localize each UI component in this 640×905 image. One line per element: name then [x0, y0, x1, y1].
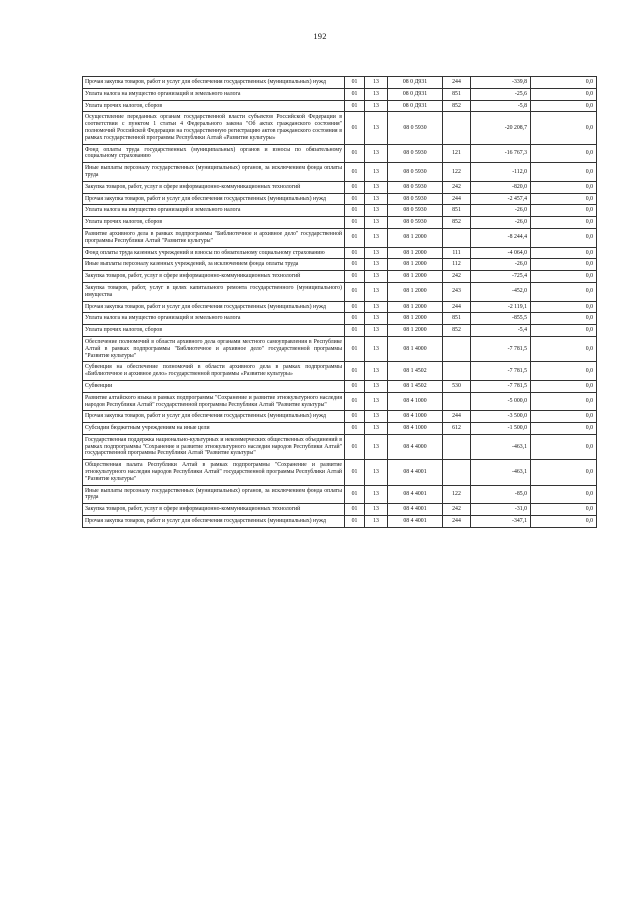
table-row — [83, 485, 597, 504]
budget-table-body — [83, 77, 597, 528]
cell-target-article: 08 4 4000 — [388, 434, 443, 459]
cell-section: 01 — [345, 362, 365, 381]
cell-expense-type: 242 — [443, 271, 471, 283]
cell-target-article: 08 4 4001 — [388, 516, 443, 528]
table-row — [83, 301, 597, 313]
cell-target-article: 08 0 5930 — [388, 163, 443, 182]
cell-section: 01 — [345, 392, 365, 411]
cell-section: 01 — [345, 411, 365, 423]
cell-expense-type: 112 — [443, 259, 471, 271]
cell-amount: -26,0 — [471, 217, 531, 229]
table-row — [83, 100, 597, 112]
cell-section: 01 — [345, 325, 365, 337]
cell-amount-2: 0,0 — [531, 336, 597, 361]
cell-target-article: 08 0 5930 — [388, 205, 443, 217]
cell-amount-2: 0,0 — [531, 504, 597, 516]
cell-amount-2: 0,0 — [531, 193, 597, 205]
table-row — [83, 228, 597, 247]
table-row — [83, 88, 597, 100]
cell-target-article: 08 1 2000 — [388, 301, 443, 313]
cell-subsection: 13 — [365, 380, 388, 392]
cell-name: Уплата налога на имущество организаций и земельного налога — [83, 205, 345, 217]
cell-expense-type: 243 — [443, 282, 471, 301]
cell-name: Государственная поддержка национально-культурных и некоммерческих общественных объединений в рамках подпрограммы "Сохранение и развитие этнокультурного наследия народов Республики Алтай" государственной программы Республики Алтай "Развитие культуры" — [83, 434, 345, 459]
cell-amount: -26,0 — [471, 259, 531, 271]
cell-amount: -2 119,1 — [471, 301, 531, 313]
cell-target-article: 08 1 2000 — [388, 282, 443, 301]
cell-expense-type: 851 — [443, 205, 471, 217]
cell-name: Иные выплаты персоналу государственных (муниципальных) органов, за исключением фонда оплаты труда — [83, 163, 345, 182]
cell-amount: -7 781,5 — [471, 380, 531, 392]
cell-section: 01 — [345, 516, 365, 528]
cell-expense-type: 244 — [443, 301, 471, 313]
cell-section: 01 — [345, 163, 365, 182]
cell-target-article: 08 0 5930 — [388, 193, 443, 205]
cell-amount-2: 0,0 — [531, 77, 597, 89]
cell-target-article: 08 1 2000 — [388, 247, 443, 259]
cell-subsection: 13 — [365, 313, 388, 325]
cell-subsection: 13 — [365, 282, 388, 301]
table-row — [83, 144, 597, 163]
cell-name: Прочая закупка товаров, работ и услуг для обеспечения государственных (муниципальных) нужд — [83, 77, 345, 89]
cell-name: Фонд оплаты труда государственных (муниципальных) органов и взносы по обязательному социальному страхованию — [83, 144, 345, 163]
cell-section: 01 — [345, 217, 365, 229]
table-row — [83, 362, 597, 381]
cell-amount-2: 0,0 — [531, 460, 597, 485]
cell-target-article: 08 1 2000 — [388, 325, 443, 337]
table-row — [83, 259, 597, 271]
cell-name: Закупка товаров, работ, услуг в сфере информационно-коммуникационных технологий — [83, 181, 345, 193]
cell-amount: -20 208,7 — [471, 112, 531, 144]
cell-subsection: 13 — [365, 325, 388, 337]
cell-amount: -26,0 — [471, 205, 531, 217]
page-number: 192 — [313, 31, 327, 41]
cell-target-article: 08 0 5930 — [388, 144, 443, 163]
cell-expense-type: 244 — [443, 77, 471, 89]
cell-target-article: 08 1 2000 — [388, 313, 443, 325]
cell-subsection: 13 — [365, 460, 388, 485]
cell-target-article: 08 4 1000 — [388, 392, 443, 411]
cell-name: Прочая закупка товаров, работ и услуг для обеспечения государственных (муниципальных) нужд — [83, 411, 345, 423]
cell-section: 01 — [345, 301, 365, 313]
cell-amount: -820,0 — [471, 181, 531, 193]
cell-expense-type: 242 — [443, 181, 471, 193]
cell-name: Фонд оплаты труда казенных учреждений и взносы по обязательному социальному страхованию — [83, 247, 345, 259]
cell-expense-type — [443, 228, 471, 247]
cell-expense-type — [443, 392, 471, 411]
cell-expense-type — [443, 434, 471, 459]
cell-subsection: 13 — [365, 193, 388, 205]
cell-section: 01 — [345, 144, 365, 163]
cell-amount: -463,1 — [471, 460, 531, 485]
cell-subsection: 13 — [365, 301, 388, 313]
cell-subsection: 13 — [365, 336, 388, 361]
cell-target-article: 08 0 Д931 — [388, 100, 443, 112]
cell-expense-type: 121 — [443, 144, 471, 163]
cell-amount-2: 0,0 — [531, 217, 597, 229]
cell-section: 01 — [345, 504, 365, 516]
cell-name: Уплата прочих налогов, сборов — [83, 325, 345, 337]
cell-section: 01 — [345, 100, 365, 112]
cell-amount-2: 0,0 — [531, 271, 597, 283]
cell-subsection: 13 — [365, 112, 388, 144]
table-row — [83, 411, 597, 423]
cell-name: Уплата налога на имущество организаций и земельного налога — [83, 88, 345, 100]
table-row — [83, 205, 597, 217]
cell-amount-2: 0,0 — [531, 88, 597, 100]
cell-expense-type: 111 — [443, 247, 471, 259]
cell-name: Уплата прочих налогов, сборов — [83, 100, 345, 112]
cell-name: Прочая закупка товаров, работ и услуг для обеспечения государственных (муниципальных) нужд — [83, 516, 345, 528]
cell-subsection: 13 — [365, 247, 388, 259]
cell-expense-type: 122 — [443, 485, 471, 504]
cell-target-article: 08 4 4001 — [388, 460, 443, 485]
cell-amount: -4 064,0 — [471, 247, 531, 259]
cell-section: 01 — [345, 271, 365, 283]
cell-name: Развитие алтайского языка в рамках подпрограммы "Сохранение и развитие этнокультурного наследия народов Республики Алтай" государственной программы Республики Алтай "Развитие культуры" — [83, 392, 345, 411]
table-row — [83, 423, 597, 435]
cell-subsection: 13 — [365, 77, 388, 89]
cell-name: Прочая закупка товаров, работ и услуг для обеспечения государственных (муниципальных) нужд — [83, 301, 345, 313]
cell-name: Осуществление переданных органам государственной власти субъектов Российской Федерации в соответствии с пунктом 1 статьи 4 Федерального закона "Об актах гражданского состояния" полномочий Российской Федерации на государственную регистрацию актов гражданского состояния в рамках государственной программы Республики Алтай «Развитие культуры» — [83, 112, 345, 144]
table-row — [83, 217, 597, 229]
cell-amount: -3 500,0 — [471, 411, 531, 423]
table-row — [83, 247, 597, 259]
cell-amount: -5,4 — [471, 325, 531, 337]
cell-expense-type: 852 — [443, 325, 471, 337]
table-row — [83, 504, 597, 516]
cell-expense-type: 612 — [443, 423, 471, 435]
cell-expense-type — [443, 336, 471, 361]
cell-amount-2: 0,0 — [531, 205, 597, 217]
cell-section: 01 — [345, 88, 365, 100]
cell-target-article: 08 1 4000 — [388, 336, 443, 361]
cell-section: 01 — [345, 193, 365, 205]
cell-expense-type — [443, 460, 471, 485]
table-row — [83, 163, 597, 182]
cell-name: Обеспечение полномочий в области архивного дела органами местного самоуправления в Республике Алтай в рамках подпрограммы "Библиотечное и архивное дело" государственной программы "Развитие культуры" — [83, 336, 345, 361]
cell-amount-2: 0,0 — [531, 380, 597, 392]
cell-name: Субвенция на обеспечение полномочий в области архивного дела в рамках подпрограммы «Библиотечное и архивное дело» государственной программы «Развитие культуры» — [83, 362, 345, 381]
cell-subsection: 13 — [365, 362, 388, 381]
cell-amount: -339,8 — [471, 77, 531, 89]
cell-amount: -5 000,0 — [471, 392, 531, 411]
cell-amount: -5,8 — [471, 100, 531, 112]
cell-subsection: 13 — [365, 392, 388, 411]
cell-target-article: 08 0 5930 — [388, 181, 443, 193]
cell-amount-2: 0,0 — [531, 516, 597, 528]
cell-target-article: 08 1 2000 — [388, 259, 443, 271]
table-row — [83, 392, 597, 411]
cell-amount-2: 0,0 — [531, 144, 597, 163]
table-row — [83, 193, 597, 205]
cell-section: 01 — [345, 77, 365, 89]
cell-name: Уплата налога на имущество организаций и земельного налога — [83, 313, 345, 325]
table-row — [83, 336, 597, 361]
table-row — [83, 460, 597, 485]
cell-target-article: 08 4 4001 — [388, 485, 443, 504]
cell-amount: -452,0 — [471, 282, 531, 301]
cell-amount-2: 0,0 — [531, 423, 597, 435]
cell-amount: -855,5 — [471, 313, 531, 325]
cell-subsection: 13 — [365, 411, 388, 423]
budget-table — [82, 76, 597, 528]
cell-amount: -463,1 — [471, 434, 531, 459]
cell-subsection: 13 — [365, 88, 388, 100]
cell-expense-type: 242 — [443, 504, 471, 516]
cell-amount-2: 0,0 — [531, 259, 597, 271]
cell-amount: -7 781,5 — [471, 362, 531, 381]
cell-amount-2: 0,0 — [531, 282, 597, 301]
cell-section: 01 — [345, 434, 365, 459]
cell-section: 01 — [345, 112, 365, 144]
cell-section: 01 — [345, 423, 365, 435]
cell-section: 01 — [345, 336, 365, 361]
cell-target-article: 08 4 1000 — [388, 411, 443, 423]
table-row — [83, 325, 597, 337]
cell-amount: -25,6 — [471, 88, 531, 100]
cell-section: 01 — [345, 228, 365, 247]
cell-target-article: 08 1 4502 — [388, 380, 443, 392]
cell-expense-type — [443, 362, 471, 381]
cell-section: 01 — [345, 282, 365, 301]
cell-name: Субсидии бюджетным учреждениям на иные цели — [83, 423, 345, 435]
cell-amount: -1 500,0 — [471, 423, 531, 435]
cell-amount-2: 0,0 — [531, 434, 597, 459]
cell-amount-2: 0,0 — [531, 325, 597, 337]
cell-name: Уплата прочих налогов, сборов — [83, 217, 345, 229]
cell-name: Развитие архивного дела в рамках подпрограммы "Библиотечное и архивное дело" государственной программы Республики Алтай "Развитие культуры" — [83, 228, 345, 247]
cell-section: 01 — [345, 205, 365, 217]
cell-amount: -112,0 — [471, 163, 531, 182]
cell-section: 01 — [345, 485, 365, 504]
cell-target-article: 08 1 2000 — [388, 228, 443, 247]
cell-subsection: 13 — [365, 205, 388, 217]
cell-amount: -16 767,3 — [471, 144, 531, 163]
cell-section: 01 — [345, 313, 365, 325]
cell-amount-2: 0,0 — [531, 163, 597, 182]
cell-target-article: 08 4 4001 — [388, 504, 443, 516]
cell-amount-2: 0,0 — [531, 247, 597, 259]
cell-name: Иные выплаты персоналу казенных учреждений, за исключением фонда оплаты труда — [83, 259, 345, 271]
cell-target-article: 08 0 Д931 — [388, 77, 443, 89]
cell-subsection: 13 — [365, 516, 388, 528]
cell-amount: -85,0 — [471, 485, 531, 504]
cell-expense-type: 852 — [443, 217, 471, 229]
cell-amount-2: 0,0 — [531, 100, 597, 112]
cell-amount-2: 0,0 — [531, 112, 597, 144]
cell-amount-2: 0,0 — [531, 392, 597, 411]
cell-subsection: 13 — [365, 144, 388, 163]
cell-expense-type: 244 — [443, 411, 471, 423]
cell-subsection: 13 — [365, 434, 388, 459]
cell-amount-2: 0,0 — [531, 313, 597, 325]
cell-amount-2: 0,0 — [531, 228, 597, 247]
cell-amount: -725,4 — [471, 271, 531, 283]
cell-amount: -2 457,4 — [471, 193, 531, 205]
table-row — [83, 271, 597, 283]
cell-amount-2: 0,0 — [531, 362, 597, 381]
cell-amount: -347,1 — [471, 516, 531, 528]
table-row — [83, 380, 597, 392]
cell-section: 01 — [345, 460, 365, 485]
cell-expense-type: 852 — [443, 100, 471, 112]
cell-amount: -7 781,5 — [471, 336, 531, 361]
cell-amount-2: 0,0 — [531, 181, 597, 193]
cell-name: Закупка товаров, работ, услуг в сфере информационно-коммуникационных технологий — [83, 271, 345, 283]
cell-subsection: 13 — [365, 485, 388, 504]
cell-expense-type: 851 — [443, 313, 471, 325]
cell-subsection: 13 — [365, 163, 388, 182]
cell-amount: -31,0 — [471, 504, 531, 516]
table-row — [83, 516, 597, 528]
table-row — [83, 77, 597, 89]
cell-subsection: 13 — [365, 504, 388, 516]
cell-section: 01 — [345, 247, 365, 259]
cell-subsection: 13 — [365, 100, 388, 112]
cell-subsection: 13 — [365, 259, 388, 271]
table-row — [83, 181, 597, 193]
cell-subsection: 13 — [365, 217, 388, 229]
cell-subsection: 13 — [365, 271, 388, 283]
cell-name: Иные выплаты персоналу государственных (муниципальных) органов, за исключением фонда оплаты труда — [83, 485, 345, 504]
cell-name: Закупка товаров, работ, услуг в сфере информационно-коммуникационных технологий — [83, 504, 345, 516]
cell-name: Прочая закупка товаров, работ и услуг для обеспечения государственных (муниципальных) нужд — [83, 193, 345, 205]
cell-amount: -8 244,4 — [471, 228, 531, 247]
cell-section: 01 — [345, 380, 365, 392]
cell-subsection: 13 — [365, 423, 388, 435]
cell-target-article: 08 1 2000 — [388, 271, 443, 283]
cell-target-article: 08 1 4502 — [388, 362, 443, 381]
cell-section: 01 — [345, 259, 365, 271]
cell-target-article: 08 0 Д931 — [388, 88, 443, 100]
table-row — [83, 434, 597, 459]
cell-expense-type: 530 — [443, 380, 471, 392]
cell-section: 01 — [345, 181, 365, 193]
cell-subsection: 13 — [365, 181, 388, 193]
cell-name: Закупка товаров, работ, услуг в целях капитального ремонта государственного (муниципального) имущества — [83, 282, 345, 301]
cell-expense-type: 851 — [443, 88, 471, 100]
cell-expense-type: 244 — [443, 516, 471, 528]
cell-name: Общественная палата Республики Алтай в рамках подпрограммы "Сохранение и развитие этнокультурного наследия народов Республики Алтай" государственной программы Республики Алтай "Развитие культуры" — [83, 460, 345, 485]
cell-target-article: 08 0 5930 — [388, 217, 443, 229]
cell-target-article: 08 4 1000 — [388, 423, 443, 435]
cell-expense-type: 244 — [443, 193, 471, 205]
table-row — [83, 112, 597, 144]
cell-amount-2: 0,0 — [531, 301, 597, 313]
table-row — [83, 282, 597, 301]
cell-subsection: 13 — [365, 228, 388, 247]
cell-name: Субвенции — [83, 380, 345, 392]
cell-expense-type: 122 — [443, 163, 471, 182]
table-row — [83, 313, 597, 325]
cell-amount-2: 0,0 — [531, 485, 597, 504]
cell-amount-2: 0,0 — [531, 411, 597, 423]
cell-expense-type — [443, 112, 471, 144]
cell-target-article: 08 0 5930 — [388, 112, 443, 144]
